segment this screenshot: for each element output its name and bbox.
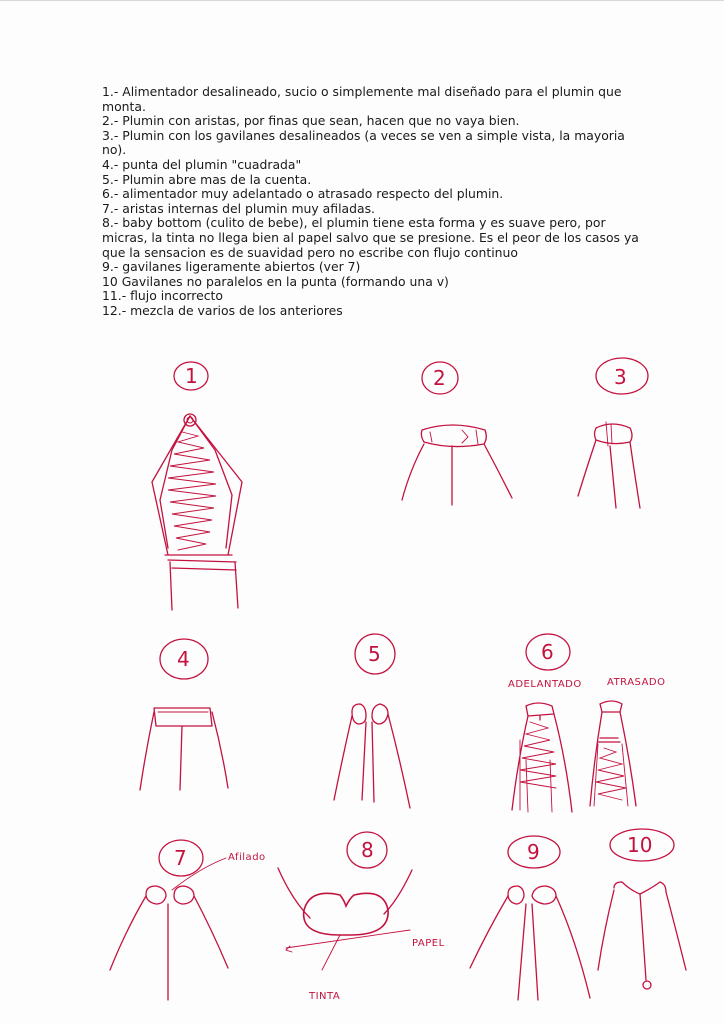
figure-2-number: 2 [433, 366, 446, 390]
note-7: 7.- aristas internas del plumin muy afiladas. [102, 200, 375, 216]
figure-6a-tip [526, 703, 554, 716]
figure-3 [578, 358, 648, 508]
note-11: 11.- flujo incorrecto [102, 288, 223, 304]
figure-2-edges [430, 430, 478, 444]
figure-10-end-dot [643, 981, 651, 989]
figure-4-number: 4 [177, 647, 190, 671]
figure-7-right-tip [174, 886, 194, 904]
figure-4-tines [140, 712, 228, 790]
figure-8-tines [278, 868, 412, 918]
figure-10-number: 10 [627, 833, 653, 857]
figure-6-number: 6 [541, 640, 554, 664]
figure-7-tines [110, 896, 228, 1000]
figure-9 [470, 836, 590, 1000]
label-atrasado: ATRASADO [607, 677, 666, 688]
note-3: 3.- Plumin con los gavilanes desalineados (a veces se ven a simple vista, la mayoria no). [102, 127, 629, 158]
note-2: 2.- Plumin con aristas, por finas que sean, hacen que no vaya bien. [102, 113, 520, 129]
label-afilado: Afilado [228, 852, 266, 863]
figure-9-right-tip [532, 886, 556, 904]
figure-5-number: 5 [368, 642, 381, 666]
label-papel: PAPEL [412, 938, 445, 949]
figure-9-tines [470, 896, 590, 1000]
figure-3-tines [578, 440, 640, 508]
figure-6b-tip [600, 701, 622, 712]
figure-3-number: 3 [614, 365, 627, 389]
figure-7-left-tip [146, 886, 166, 904]
figure-10-v-tip [614, 882, 666, 894]
figure-6a-tines [512, 714, 572, 812]
note-5: 5.- Plumin abre mas de la cuenta. [102, 171, 312, 187]
figure-10 [598, 829, 686, 989]
figure-9-left-tip [508, 886, 524, 904]
note-12: 12.- mezcla de varios de los anteriores [102, 302, 343, 318]
figure-4-square-tip [154, 708, 212, 726]
figure-6b-feed [596, 748, 626, 800]
figure-1-base [165, 555, 238, 610]
figure-8 [278, 832, 445, 1002]
figure-6 [508, 634, 666, 812]
note-4: 4.- punta del plumin "cuadrada" [102, 156, 302, 172]
figure-5-right-tip [372, 704, 388, 724]
figure-2 [402, 362, 512, 505]
note-8: 8.- baby bottom (culito de bebe), el plumin tiene esta forma y es suave pero, por micras, la tinta no llega bien al papel salvo que se presione. Es el peor de los casos ya que la sensacion es de suavidad pero no escribe con flujo continuo [102, 215, 643, 260]
figure-8-baby-bottom-tip [304, 893, 388, 935]
figure-5-left-tip [352, 704, 366, 724]
figure-6b-feed-edges [594, 744, 628, 806]
figure-9-number: 9 [527, 840, 540, 864]
figure-1 [152, 362, 242, 610]
figure-7 [110, 840, 266, 1000]
figure-1-number: 1 [185, 364, 198, 388]
figure-2-tines [402, 444, 512, 505]
label-tinta: TINTA [309, 991, 341, 1002]
figure-8-number: 8 [361, 838, 374, 862]
figure-5 [334, 634, 410, 808]
figure-6b-feed-top [598, 738, 620, 742]
figure-4 [140, 639, 228, 790]
figure-3-nib-tip [595, 424, 633, 444]
figure-8-ink-pointer [286, 935, 340, 970]
note-6: 6.- alimentador muy adelantado o atrasado respecto del plumin. [102, 186, 504, 202]
figure-8-paper-line [286, 930, 410, 948]
label-adelantado: ADELANTADO [508, 679, 582, 690]
note-9: 9.- gavilanes ligeramente abiertos (ver 7) [102, 259, 361, 275]
figure-7-number: 7 [174, 846, 187, 870]
figure-1-feed-fins [168, 432, 216, 550]
figure-10-tines [598, 890, 686, 980]
figure-5-tines [334, 714, 410, 808]
note-10: 10 Gavilanes no paralelos en la punta (formando una v) [102, 273, 449, 289]
note-1: 1.- Alimentador desalineado, sucio o simplemente mal diseñado para el plumin que monta. [102, 84, 626, 114]
